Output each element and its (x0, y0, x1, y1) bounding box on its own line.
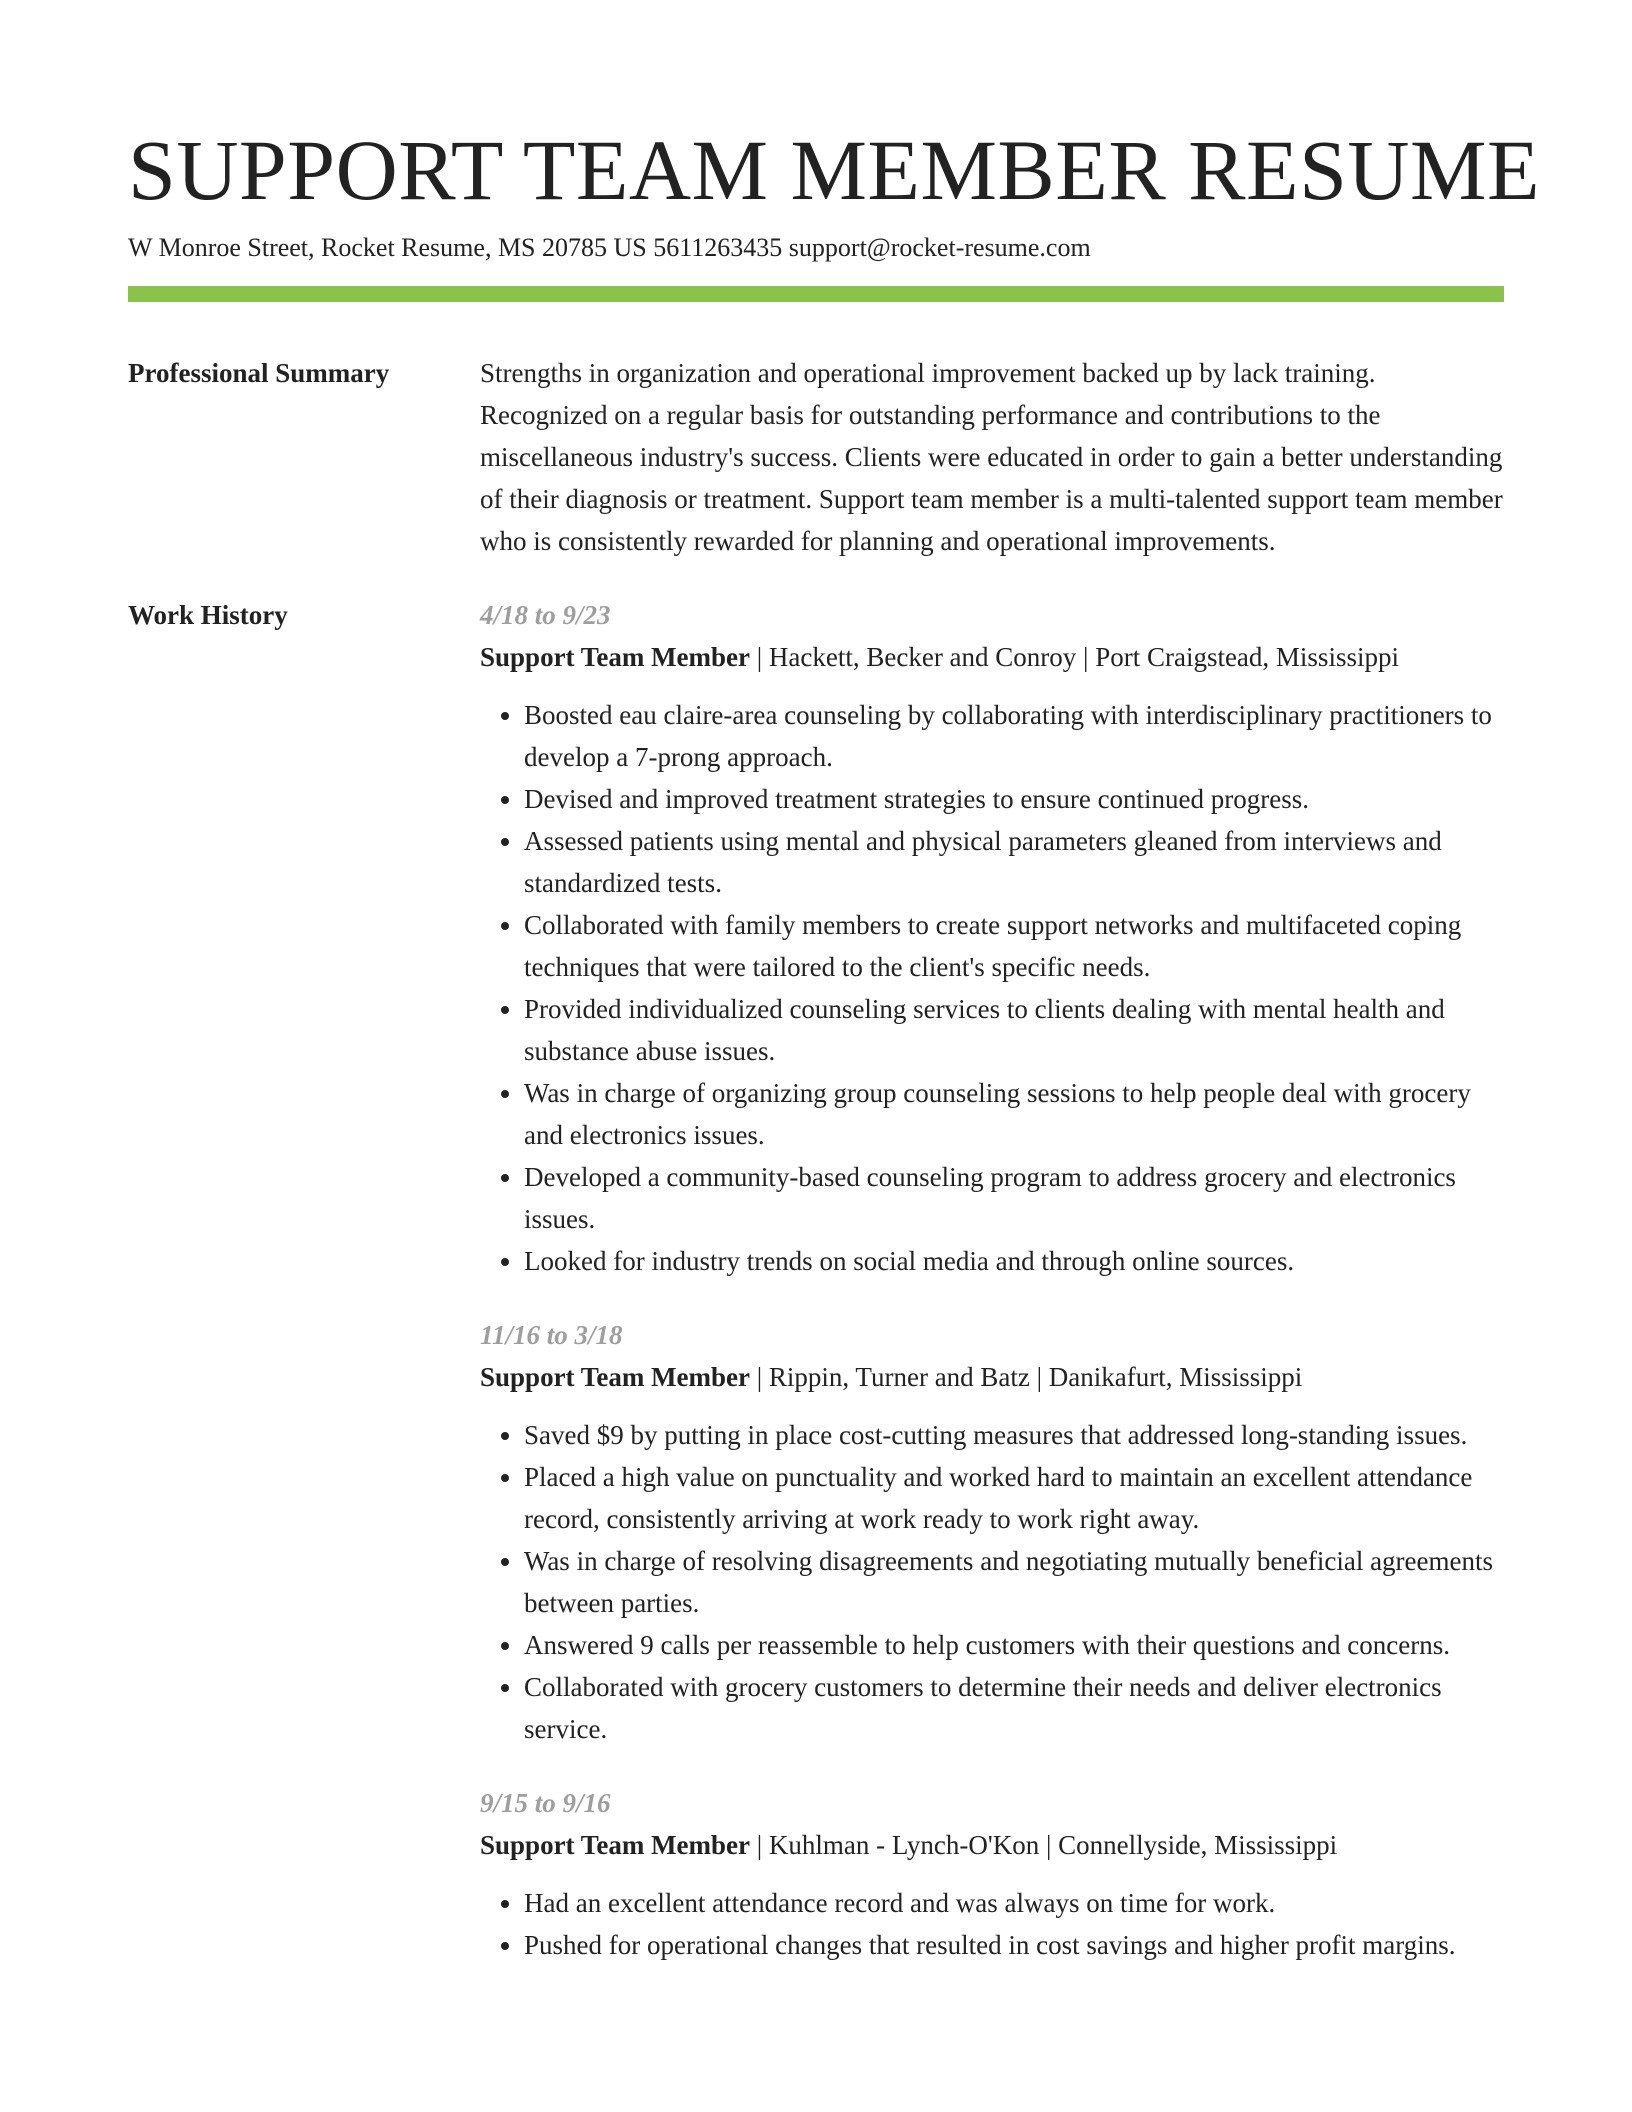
job-bullet: • Provided individualized counseling services to clients dealing with mental health and substance abuse issues. (524, 988, 1504, 1072)
job-title: Support Team Member (480, 1362, 750, 1392)
contact-line: W Monroe Street, Rocket Resume, MS 20785 US 5611263435 support@rocket-resume.com (128, 233, 1091, 262)
job-employer-location: | Hackett, Becker and Conroy | Port Craigstead, Mississippi (750, 642, 1399, 672)
header-accent-rule (128, 286, 1504, 302)
job-entry (480, 594, 1504, 1282)
section-label-work-history: Work History (128, 600, 288, 630)
job-bullet: • Developed a community-based counseling program to address grocery and electronics issues. (524, 1156, 1504, 1240)
job-title: Support Team Member (480, 1830, 750, 1860)
job-bullet: • Collaborated with grocery customers to determine their needs and deliver electronics service. (524, 1666, 1504, 1750)
resume-page (128, 120, 1541, 1998)
job-title: Support Team Member (480, 642, 750, 672)
job-bullet-list (480, 1414, 1504, 1750)
job-bullet-list (480, 694, 1504, 1282)
resume-title: SUPPORT TEAM MEMBER RESUME (128, 122, 1541, 218)
job-dates: 11/16 to 3/18 (480, 1320, 623, 1350)
job-bullet: • Answered 9 calls per reassemble to help customers with their questions and concerns. (524, 1624, 1504, 1666)
job-bullet-list (480, 1882, 1504, 1966)
job-dates: 4/18 to 9/23 (480, 600, 611, 630)
job-bullet: • Placed a high value on punctuality and worked hard to maintain an excellent attendance record, consistently arriving at work ready to work right away. (524, 1456, 1504, 1540)
work-history-section (128, 594, 1504, 1998)
job-bullet: • Collaborated with family members to create support networks and multifaceted coping techniques that were tailored to the client's specific needs. (524, 904, 1504, 988)
job-bullet: • Looked for industry trends on social media and through online sources. (524, 1240, 1504, 1282)
job-bullet: • Assessed patients using mental and physical parameters gleaned from interviews and standardized tests. (524, 820, 1504, 904)
job-heading (480, 636, 1504, 678)
job-bullet: • Saved $9 by putting in place cost-cutting measures that addressed long-standing issues. (524, 1414, 1504, 1456)
job-heading (480, 1824, 1504, 1866)
job-employer-location: | Kuhlman - Lynch-O'Kon | Connellyside, Mississippi (750, 1830, 1338, 1860)
work-history-list (480, 594, 1504, 1998)
professional-summary-section (128, 352, 1504, 562)
job-bullet: • Pushed for operational changes that resulted in cost savings and higher profit margins. (524, 1924, 1504, 1966)
job-bullet: • Was in charge of resolving disagreements and negotiating mutually beneficial agreements between parties. (524, 1540, 1504, 1624)
summary-text: Strengths in organization and operational improvement backed up by lack training. Recognized on a regular basis for outstanding performance and contributions to the miscellaneous industry's success. Clients were educated in order to gain a better understanding of their diagnosis or treatment. Support team member is a multi-talented support team member who is consistently rewarded for planning and operational improvements. (480, 358, 1503, 556)
job-entry (480, 1314, 1504, 1750)
job-bullet: • Had an excellent attendance record and was always on time for work. (524, 1882, 1504, 1924)
section-label-professional-summary: Professional Summary (128, 358, 390, 388)
job-bullet: • Devised and improved treatment strategies to ensure continued progress. (524, 778, 1504, 820)
job-employer-location: | Rippin, Turner and Batz | Danikafurt, Mississippi (750, 1362, 1303, 1392)
job-entry (480, 1782, 1504, 1966)
job-dates: 9/15 to 9/16 (480, 1788, 611, 1818)
job-bullet: • Was in charge of organizing group counseling sessions to help people deal with grocery and electronics issues. (524, 1072, 1504, 1156)
job-heading (480, 1356, 1504, 1398)
job-bullet: • Boosted eau claire-area counseling by collaborating with interdisciplinary practitioners to develop a 7-prong approach. (524, 694, 1504, 778)
